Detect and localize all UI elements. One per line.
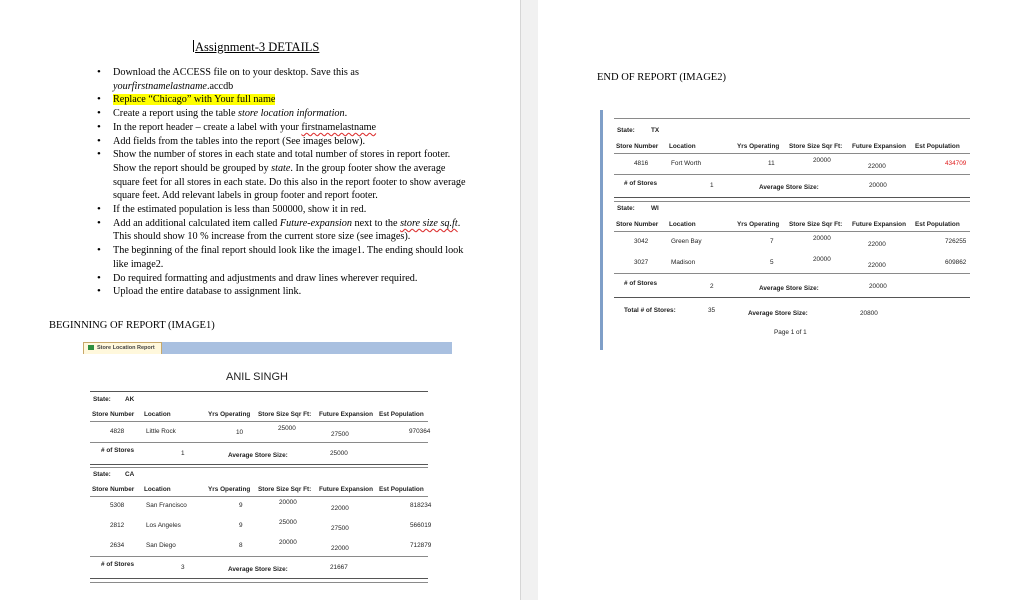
document-page-right	[538, 0, 1024, 600]
total-avg-label: Average Store Size:	[748, 310, 808, 317]
instruction-item	[94, 66, 474, 93]
report-text: 20000	[869, 283, 887, 290]
report-text: 21667	[330, 564, 348, 571]
col-yrs: Yrs Operating	[208, 486, 251, 493]
report-text: 726255	[945, 238, 967, 245]
report-rule-line	[90, 467, 428, 468]
report-text: Future Expansion	[852, 143, 906, 150]
report-text: 22000	[331, 545, 349, 552]
report-text: 3042	[634, 238, 649, 245]
report-text: 2812	[110, 522, 125, 529]
total-stores-label: Total # of Stores:	[624, 307, 676, 314]
report-text: 22000	[331, 505, 349, 512]
report-rule-line	[614, 273, 970, 274]
report-text: 20000	[279, 499, 297, 506]
report-text: Los Angeles	[146, 522, 181, 529]
col-store-number: Store Number	[92, 411, 135, 418]
report-text: yourfirstnamelastname	[113, 80, 207, 92]
report-text: store location information	[238, 108, 345, 120]
report-text: Upload the entire database to assignment link.	[113, 286, 302, 298]
report-text: Store Location Report	[97, 345, 155, 351]
instruction-item-highlighted	[94, 93, 474, 107]
report-text: 1	[710, 182, 714, 189]
report-text: 22000	[868, 262, 886, 269]
report-text: 2634	[110, 542, 125, 549]
report-text: Est Population	[915, 143, 960, 150]
instruction-item	[94, 107, 474, 121]
report-text: 5	[770, 259, 774, 266]
report-text: Yrs Operating	[737, 221, 780, 228]
report-text: 3027	[634, 259, 649, 266]
report-text: Green Bay	[671, 238, 702, 245]
report-text: Fort Worth	[671, 160, 702, 167]
report-text: Store Size Sqr Ft:	[789, 221, 843, 228]
report-text: State:	[617, 205, 635, 212]
instruction-item	[94, 203, 474, 217]
report-rule-line	[90, 421, 428, 422]
report-text: Est Population	[915, 221, 960, 228]
report-text: Replace “Chicago” with Your full name	[113, 94, 276, 106]
report-text: Location	[669, 143, 696, 150]
report-text: 5308	[110, 502, 125, 509]
state-label: State:	[93, 471, 111, 478]
report-rule-line	[90, 442, 428, 443]
report-icon	[88, 345, 94, 350]
caption-begin: BEGINNING OF REPORT (IMAGE1)	[49, 320, 215, 331]
report-header-name: ANIL SINGH	[226, 371, 288, 383]
report-text: Average Store Size:	[759, 184, 819, 191]
col-store-number: Store Number	[92, 486, 135, 493]
count-value: 1	[181, 450, 185, 457]
report-text: Future Expansion	[852, 221, 906, 228]
report-text: The beginning of the final report should look like the image1. The ending should look like image2.	[113, 245, 464, 270]
state-value: CA	[125, 471, 135, 478]
report-text: Do required formatting and adjustments and draw lines wherever required.	[113, 272, 418, 284]
cell-num: 4828	[110, 428, 125, 435]
document-title-text: Assignment-3 DETAILS	[195, 40, 320, 54]
report-text: Future-expansion	[279, 217, 352, 229]
report-text: State:	[617, 127, 635, 134]
report-text: Store Number	[616, 143, 659, 150]
report-text: 8	[239, 542, 243, 549]
count-label: # of Stores	[101, 447, 135, 454]
report-text: Show the number of stores in each state and total number of stores in report footer. Show the report should be grouped by	[113, 149, 451, 174]
report-text: Madison	[671, 259, 696, 266]
report-text: WI	[651, 205, 659, 212]
instruction-item	[94, 272, 474, 286]
text-cursor	[193, 40, 194, 52]
report-left-border	[600, 110, 603, 350]
report-text: Yrs Operating	[737, 143, 780, 150]
report-text: . This should show 10 % increase from the current store size (see images).	[113, 217, 461, 243]
state-label: State:	[93, 396, 111, 403]
instruction-item	[94, 121, 474, 135]
report-text: 20000	[813, 235, 831, 242]
report-text: Download the ACCESS file on to your desktop. Save this as	[113, 67, 359, 78]
report-text: 27500	[331, 525, 349, 532]
report-text: 22000	[868, 163, 886, 170]
report-text: Store Size Sqr Ft:	[789, 143, 843, 150]
report-text: state	[271, 162, 291, 174]
instruction-item	[94, 217, 474, 244]
report-rule-line	[614, 153, 970, 154]
document-title	[193, 40, 319, 55]
avg-value: 25000	[330, 450, 348, 457]
report-text: 22000	[868, 241, 886, 248]
cell-size: 25000	[278, 425, 296, 432]
col-pop: Est Population	[379, 411, 424, 418]
report-text: 712879	[410, 542, 432, 549]
report-text: Average Store Size:	[759, 285, 819, 292]
report-text: 20000	[869, 182, 887, 189]
page-number: Page 1 of 1	[774, 329, 807, 336]
report-text: next to the	[351, 217, 401, 229]
report-text: 3	[181, 564, 185, 571]
cell-loc: Little Rock	[146, 428, 176, 435]
caption-end: END OF REPORT (IMAGE2)	[597, 72, 726, 83]
report-rule-line	[614, 201, 970, 202]
report-text: # of Stores	[624, 280, 658, 287]
report-text: Average Store Size:	[228, 566, 288, 573]
report-text: 25000	[279, 519, 297, 526]
cell-yrs: 10	[236, 429, 244, 436]
col-pop: Est Population	[379, 486, 424, 493]
instruction-item	[94, 244, 474, 271]
report-text: # of Stores	[624, 180, 658, 187]
col-location: Location	[144, 411, 171, 418]
avg-label: Average Store Size:	[228, 452, 288, 459]
report-tab[interactable]	[83, 342, 162, 354]
report-text: In the report header – create a label with your	[113, 121, 302, 133]
report-text: 7	[770, 238, 774, 245]
report-text: Add fields from the tables into the report (See images below).	[113, 135, 366, 147]
col-size: Store Size Sqr Ft:	[258, 411, 312, 418]
report-text: # of Stores	[101, 561, 135, 568]
report-text: 4816	[634, 160, 649, 167]
report-text: 2	[710, 283, 714, 290]
total-avg-value: 20800	[860, 310, 878, 317]
population-low-red: 434709	[945, 160, 967, 167]
report-text: 20000	[813, 157, 831, 164]
report-rule-line	[614, 197, 970, 198]
report-text: San Diego	[146, 542, 176, 549]
report-tab-bar	[83, 342, 452, 354]
report-rule-line	[614, 118, 970, 119]
report-text: 818234	[410, 502, 432, 509]
report-rule-line	[90, 496, 428, 497]
col-future: Future Expansion	[319, 486, 373, 493]
instruction-item	[94, 285, 474, 299]
col-size: Store Size Sqr Ft:	[258, 486, 312, 493]
report-text: 566019	[410, 522, 432, 529]
report-rule-line	[614, 174, 970, 175]
report-text: 20000	[279, 539, 297, 546]
col-future: Future Expansion	[319, 411, 373, 418]
report-text: 20000	[813, 256, 831, 263]
report-text: 9	[239, 502, 243, 509]
report-text: Location	[669, 221, 696, 228]
report-text: Add an additional calculated item called	[113, 217, 280, 229]
report-text: . In the group footer show the average square feet for all stores in each state. Do this also in the report footer to show average square feet. Add relevant labels in group footer and report footer.	[113, 162, 466, 202]
report-rule-line	[90, 578, 428, 579]
instruction-item	[94, 135, 474, 149]
report-rule-line	[614, 231, 970, 232]
instruction-item	[94, 148, 474, 203]
cell-pop: 970364	[409, 428, 431, 435]
total-stores-value: 35	[708, 307, 716, 314]
report-text: 11	[768, 160, 775, 167]
report-text: TX	[651, 127, 660, 134]
col-location: Location	[144, 486, 171, 493]
report-text: 9	[239, 522, 243, 529]
report-text: Store Number	[616, 221, 659, 228]
cell-future: 27500	[331, 431, 349, 438]
report-rule-line	[90, 582, 428, 583]
report-text: Create a report using the table	[113, 108, 239, 120]
report-text: .	[344, 108, 348, 120]
report-text: 609862	[945, 259, 967, 266]
page-gutter	[520, 0, 540, 600]
report-text: store size sq.ft	[400, 217, 458, 229]
report-text: San Francisco	[146, 502, 187, 509]
report-text: If the estimated population is less than 500000, show it in red.	[113, 204, 367, 216]
col-yrs: Yrs Operating	[208, 411, 251, 418]
report-text: .accdb	[206, 80, 234, 92]
instruction-list	[94, 66, 474, 299]
report-rule-line	[90, 464, 428, 465]
report-rule-line	[614, 297, 970, 298]
report-rule-line	[90, 391, 428, 392]
spellcheck-word: firstnamelastname	[301, 121, 377, 133]
report-rule-line	[90, 556, 428, 557]
state-value: AK	[125, 396, 135, 403]
